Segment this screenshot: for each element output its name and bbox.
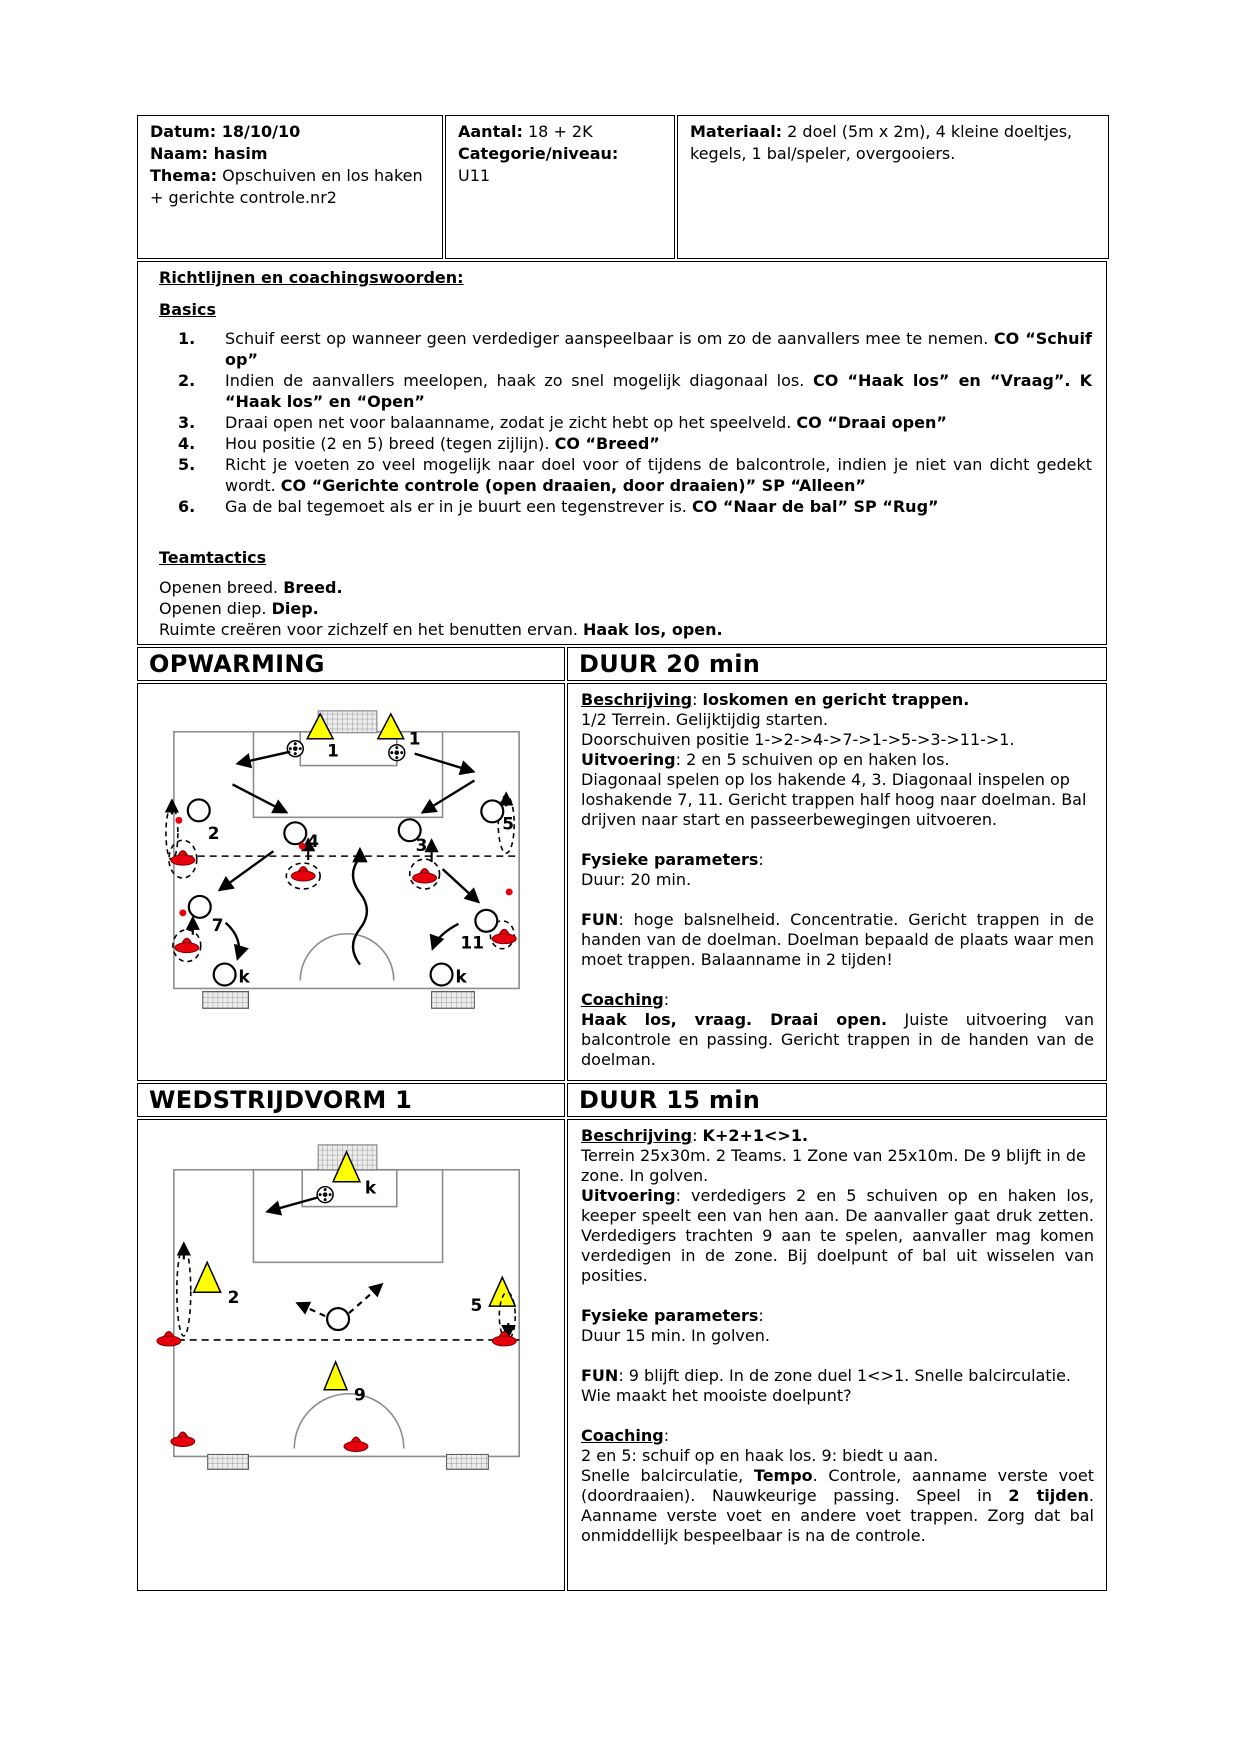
soccer-ball-icon	[389, 745, 405, 761]
session2-diagram-cell	[137, 1119, 565, 1591]
session2-title: WEDSTRIJDVORM 1	[137, 1083, 565, 1117]
spacer-line	[581, 1406, 1094, 1426]
meta-cell-datum	[137, 115, 443, 259]
label-5: 5	[470, 1295, 483, 1316]
paragraph: Materiaal: 2 doel (5m x 2m), 4 kleine doeltjes, kegels, 1 bal/speler, overgooiers.	[690, 122, 1073, 163]
session1-description-cell	[567, 683, 1107, 1081]
spacer-line	[581, 1346, 1094, 1366]
pass-arrows	[220, 752, 479, 959]
paragraph: Naam: hasim	[150, 144, 268, 163]
red-cone-icon	[175, 938, 199, 952]
red-cone-icon	[492, 1332, 516, 1346]
meta-table	[137, 115, 1109, 259]
session1-duration: DUUR 20 min	[567, 647, 1107, 681]
label-k-right: k	[455, 966, 467, 987]
label-4: 4	[307, 831, 319, 852]
label-2: 2	[207, 823, 220, 844]
paragraph: Snelle balcirculatie, Tempo. Controle, aanname verste voet (doordraaien). Nauwkeurige passing. Speel in 2 tijden. Aanname verste voet en andere voet trappen. Zorg dat bal onmiddellijk bespeelbaar is na de controle.	[581, 1466, 1095, 1545]
paragraph: Coaching:	[581, 990, 670, 1009]
label-3: 3	[415, 835, 428, 856]
session1-diagram-cell	[137, 683, 565, 1081]
paragraph: Duur: 20 min.	[581, 870, 692, 889]
session1-title: OPWARMING	[137, 647, 565, 681]
paragraph: Uitvoering: 2 en 5 schuiven op en haken los.	[581, 750, 950, 769]
spacer-line	[581, 890, 1094, 910]
meta-cell-materiaal	[677, 115, 1109, 259]
teamtactics-title: Teamtactics	[159, 548, 267, 567]
label-1-left: 1	[327, 740, 339, 761]
position-labels	[228, 1178, 483, 1405]
guideline-item: 4. Hou positie (2 en 5) breed (tegen zijlijn). CO “Breed”	[178, 434, 660, 453]
paragraph: Beschrijving: K+2+1<>1.	[581, 1126, 809, 1145]
dribble-wavy-line	[353, 849, 367, 964]
label-9: 9	[353, 1384, 366, 1405]
spacer-line	[581, 1286, 1094, 1306]
paragraph: Openen breed. Breed.	[159, 578, 343, 597]
label-k-left: k	[238, 966, 250, 987]
basics-list	[159, 328, 1092, 517]
guideline-item: 6. Ga de bal tegemoet als er in je buurt een tegenstrever is. CO “Naar de bal” SP “Rug”	[178, 497, 939, 516]
soccer-ball-icon	[287, 741, 303, 757]
session2-content-row	[137, 1119, 1109, 1591]
paragraph: Aantal: 18 + 2K	[458, 122, 593, 141]
guidelines-title: Richtlijnen en coachingswoorden:	[159, 268, 464, 287]
session2-description-cell	[567, 1119, 1107, 1591]
paragraph: U11	[458, 166, 491, 185]
red-cone-icon	[413, 869, 437, 883]
paragraph: 2 en 5: schuif op en haak los. 9: biedt u aan.	[581, 1446, 939, 1465]
soccer-ball-icon	[317, 1187, 333, 1203]
paragraph: FUN: 9 blijft diep. In de zone duel 1<>1. Snelle balcirculatie. Wie maakt het mooiste doelpunt?	[581, 1366, 1072, 1405]
mini-goal-icon	[203, 991, 249, 1008]
paragraph: Duur 15 min. In golven.	[581, 1326, 770, 1345]
paragraph: Datum: 18/10/10	[150, 122, 301, 141]
paragraph: Beschrijving: loskomen en gericht trappen.	[581, 690, 970, 709]
label-5: 5	[502, 813, 515, 834]
guidelines-row	[137, 261, 1109, 645]
yellow-player-triangles	[194, 1152, 515, 1390]
player-circles	[188, 799, 503, 985]
paragraph: Terrein 25x30m. 2 Teams. 1 Zone van 25x10m. De 9 blijft in de zone. In golven.	[581, 1146, 1086, 1185]
session1-title-row	[137, 647, 1109, 681]
guideline-item: 5. Richt je voeten zo veel mogelijk naar doel voor of tijdens de balcontrole, indien je niet van dicht gedekt wordt. CO “Gerichte controle (open draaien, door draaien)” SP “Alleen”	[178, 455, 1092, 495]
guideline-item: 2. Indien de aanvallers meelopen, haak zo snel mogelijk diagonaal los. CO “Haak los” en “Vraag”. K “Haak los” en “Open”	[178, 371, 1093, 411]
red-cone-icon	[291, 867, 315, 881]
paragraph: Fysieke parameters:	[581, 850, 764, 869]
spacer-line	[581, 970, 1094, 990]
paragraph: Doorschuiven positie 1->2->4->7->1->5->3->11->1.	[581, 730, 1015, 749]
red-marker-dots	[175, 817, 512, 916]
session2-duration: DUUR 15 min	[567, 1083, 1107, 1117]
label-1-right: 1	[408, 728, 421, 749]
label-k: k	[364, 1177, 377, 1198]
mini-goal-icon	[208, 1454, 249, 1469]
opwarming-field-diagram	[138, 684, 564, 1080]
paragraph: Haak los, vraag. Draai open. Juiste uitvoering van balcontrole en passing. Gericht trappen in de handen van de doelman.	[581, 1010, 1094, 1069]
label-2: 2	[227, 1287, 240, 1308]
label-11: 11	[460, 932, 484, 953]
paragraph: FUN: hoge balsnelheid. Concentratie. Gericht trappen in de handen van de doelman. Doelman bepaald de plaats waar men moet trappen. Balaanname in 2 tijden!	[581, 910, 1094, 969]
guideline-item: 1. Schuif eerst op wanneer geen verdediger aanspeelbaar is om zo de aanvallers mee te nemen. CO “Schuif op”	[178, 329, 1092, 369]
wedstrijdvorm-field-diagram	[138, 1120, 564, 1590]
paragraph: Thema: Opschuiven en los haken + gerichte controle.nr2	[150, 166, 423, 207]
paragraph: Fysieke parameters:	[581, 1306, 764, 1325]
guideline-item: 3. Draai open net voor balaanname, zodat je zicht hebt op het speelveld. CO “Draai open”	[178, 413, 947, 432]
meta-cell-aantal	[445, 115, 675, 259]
spacer-line	[581, 830, 1094, 850]
basics-title: Basics	[159, 300, 217, 319]
run-arrows	[172, 793, 506, 934]
session2-title-row	[137, 1083, 1109, 1117]
player-circle	[327, 1308, 349, 1330]
label-7: 7	[211, 914, 224, 935]
mini-goal-icon	[432, 991, 475, 1008]
guidelines-cell	[137, 261, 1107, 645]
red-cone-icon	[492, 929, 516, 943]
paragraph: Openen diep. Diep.	[159, 599, 319, 618]
mini-goal-icon	[447, 1454, 489, 1469]
training-plan-document	[137, 115, 1109, 1591]
paragraph: Diagonaal spelen op los hakende 4, 3. Diagonaal inspelen op loshakende 7, 11. Gericht trappen half hoog naar doelman. Bal drijven naar start en passeerbewegingen uitvoeren.	[581, 770, 1087, 829]
pass-arrow	[267, 1198, 317, 1212]
red-cone-icon	[157, 1332, 181, 1346]
paragraph: Categorie/niveau:	[458, 144, 619, 163]
paragraph: 1/2 Terrein. Gelijktijdig starten.	[581, 710, 829, 729]
paragraph: Ruimte creëren voor zichzelf en het benutten ervan. Haak los, open.	[159, 620, 723, 639]
paragraph: Coaching:	[581, 1426, 670, 1445]
paragraph: Uitvoering: verdedigers 2 en 5 schuiven op en haken los, keeper speelt een van hen aan. De aanvaller gaat druk zetten. Verdedigers trachten 9 aan te spelen, aanvaller mag komen verdedigen in de zone. Bij doelpunt of bal uit wisselen van posities.	[581, 1186, 1094, 1285]
session1-content-row	[137, 683, 1109, 1081]
teamtactics-list	[159, 577, 1092, 640]
red-cone-icon	[344, 1437, 368, 1451]
